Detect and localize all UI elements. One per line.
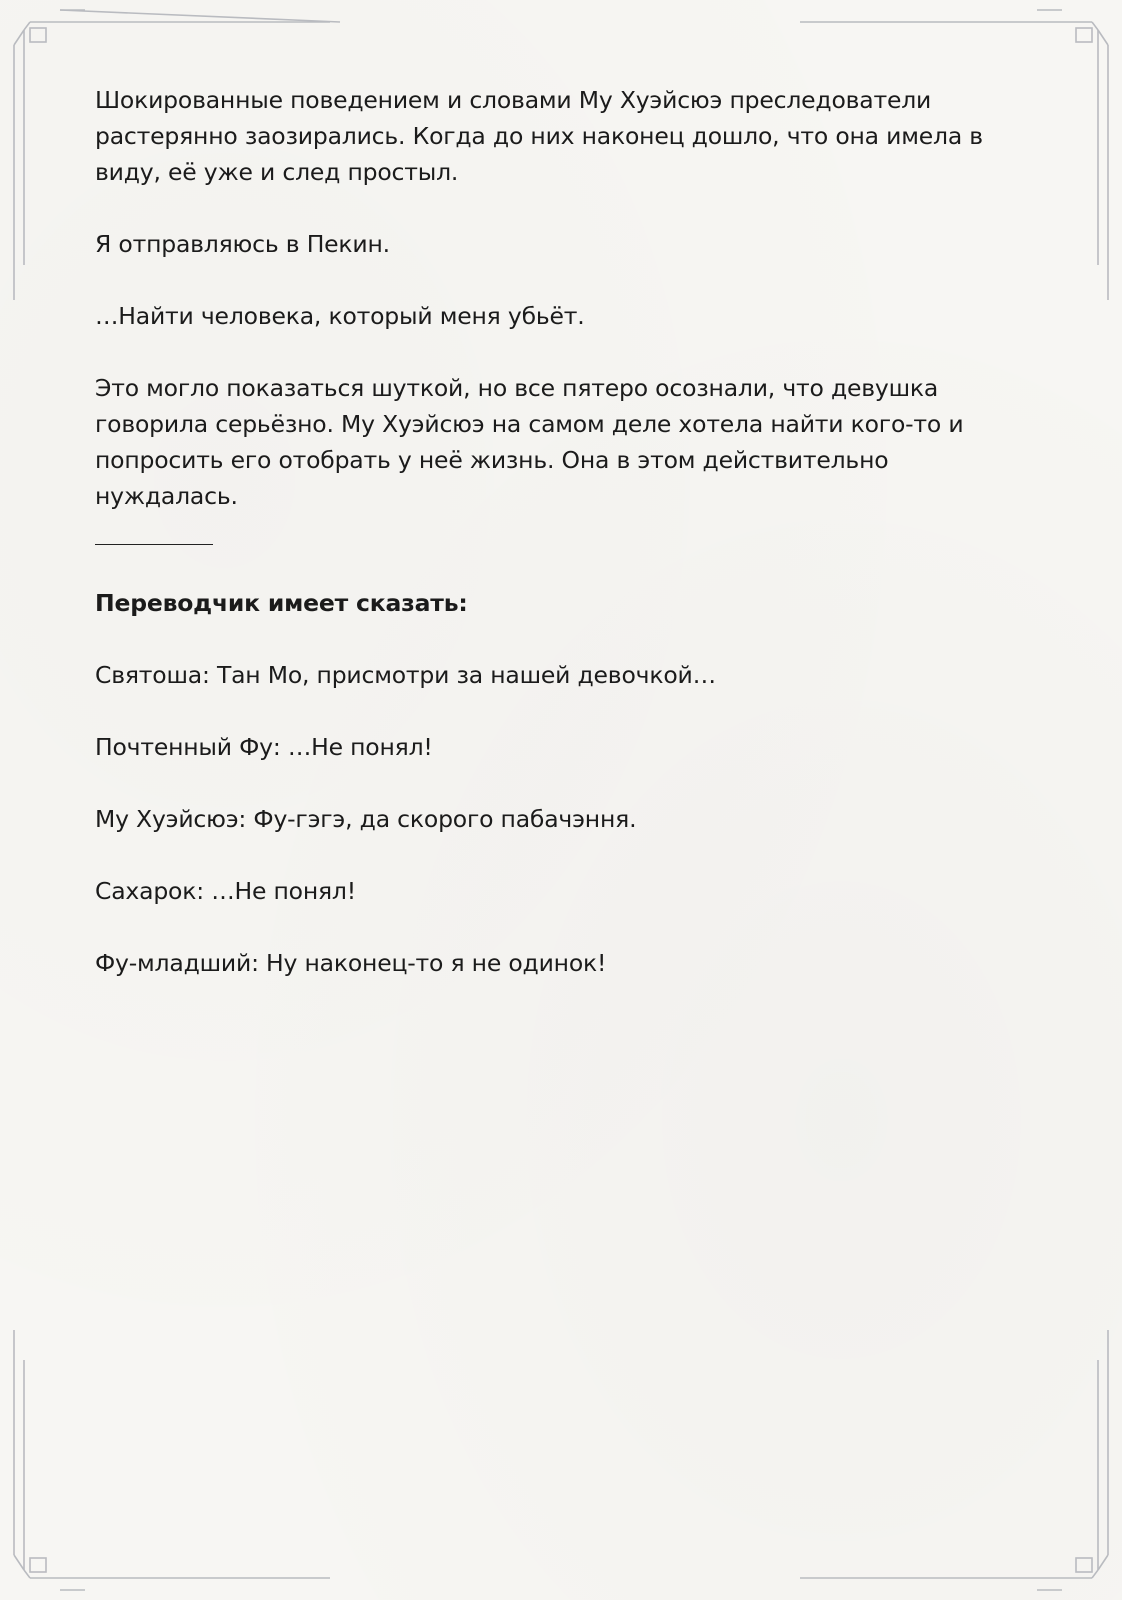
translator-note-heading: Переводчик имеет сказать: (95, 589, 468, 617)
paragraph-1: Шокированные поведением и словами Му Хуэйсюэ преследователи растерянно заозирались. Когда до них наконец дошло, что она имела в виду, её уже и след простыл. (95, 86, 983, 186)
paragraph-4: Это могло показаться шуткой, но все пятеро осознали, что девушка говорила серьёзно. Му Хуэйсюэ на самом деле хотела найти кого-то и попросить его отобрать у неё жизнь. Она в этом действительно нуждалась. (95, 374, 964, 510)
note-line-3: Му Хуэйсюэ: Фу-гэгэ, да скорого пабачэння. (95, 805, 637, 833)
note-line-2: Почтенный Фу: …Не понял! (95, 733, 433, 761)
frame-corner-bottom-left (14, 1330, 330, 1590)
paragraph-2: Я отправляюсь в Пекин. (95, 230, 390, 258)
note-line-4: Сахарок: …Не понял! (95, 877, 356, 905)
frame-corner-bottom-right (800, 1330, 1108, 1590)
note-line-1: Святоша: Тан Мо, присмотри за нашей девочкой… (95, 661, 716, 689)
note-line-5: Фу-младший: Ну наконец-то я не одинок! (95, 949, 607, 977)
paragraph-3: …Найти человека, который меня убьёт. (95, 302, 585, 330)
page-content (95, 82, 1030, 981)
